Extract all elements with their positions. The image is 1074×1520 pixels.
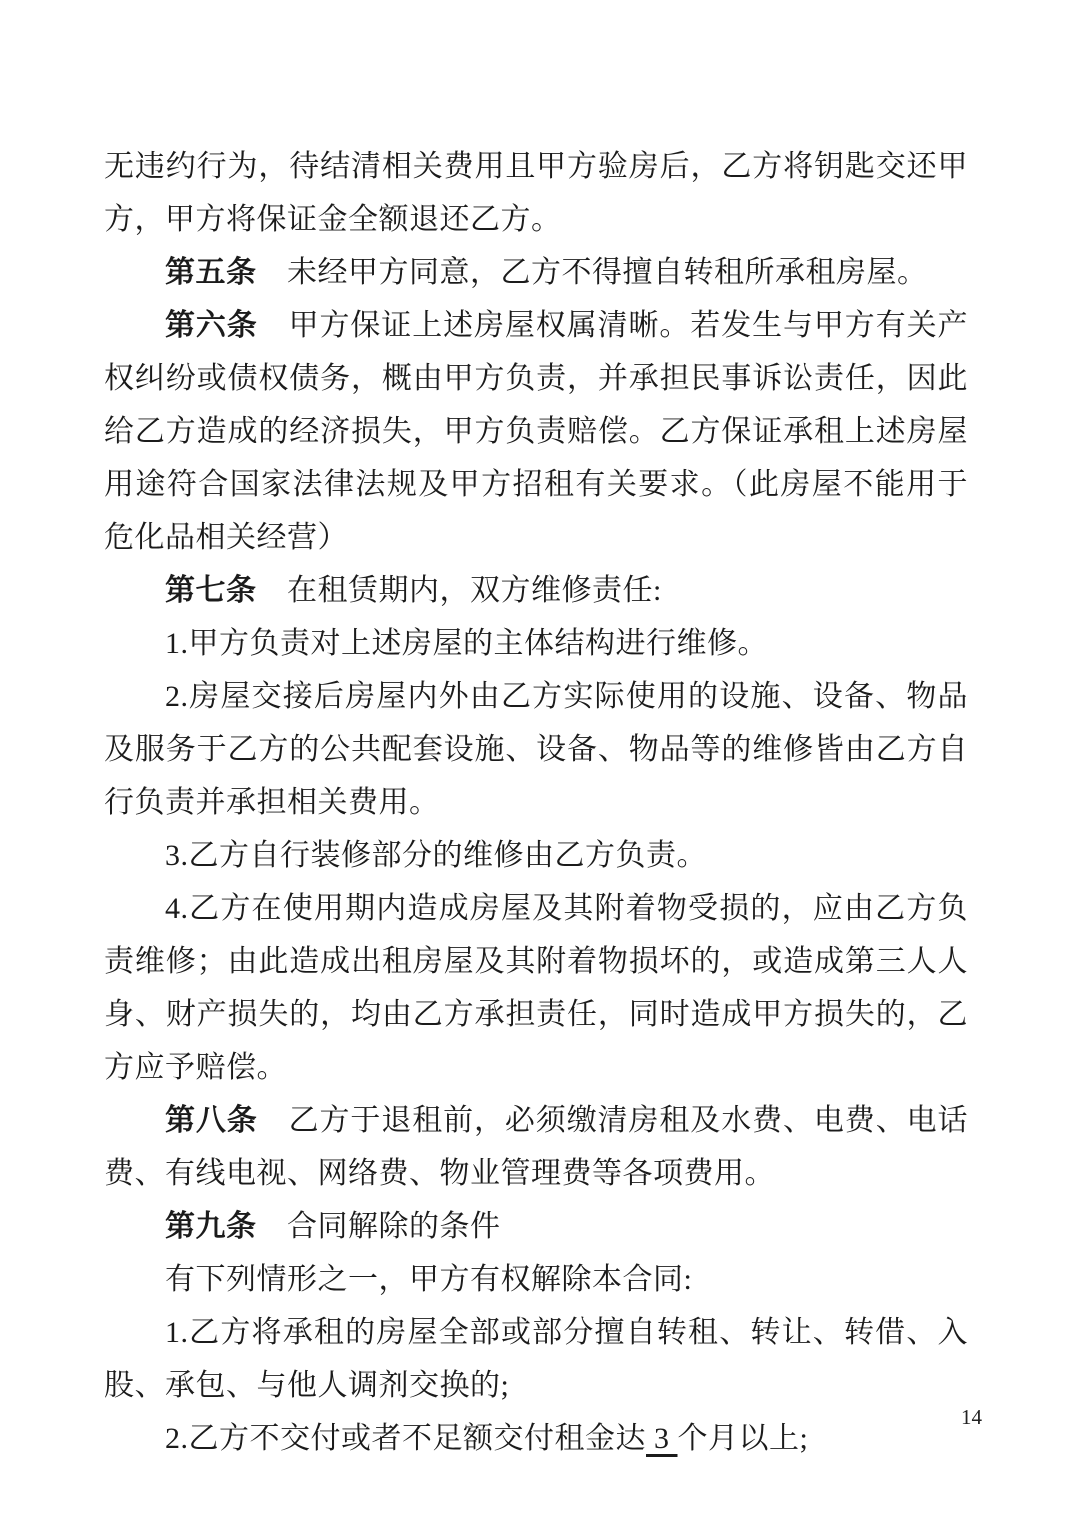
text-run: 甲方保证上述房屋权属清晰。若发生与甲方有关产权纠纷或债权债务，概由甲方负责，并承担民事诉讼责任，因此给乙方造成的经济损失，甲方负责赔偿。乙方保证承租上述房屋用途符合国家法律法规及甲方招租有关要求。（此房屋不能用于危化品相关经营） [104,309,969,554]
contract-paragraph [104,1094,968,1200]
text-run: 3.乙方自行装修部分的维修由乙方负责。 [165,839,707,872]
contract-paragraph [104,246,968,299]
text-run: 1.乙方将承租的房屋全部或部分擅自转租、转让、转借、入股、承包、与他人调剂交换的; [104,1316,968,1402]
text-run: 乙方于退租前，必须缴清房租及水费、电费、电话费、有线电视、网络费、物业管理费等各项费用。 [104,1104,969,1190]
contract-paragraph [104,564,968,617]
text-run: 无违约行为，待结清相关费用且甲方验房后，乙方将钥匙交还甲方，甲方将保证金全额退还乙方。 [104,150,968,236]
text-run: 1.甲方负责对上述房屋的主体结构进行维修。 [165,627,768,660]
contract-paragraph [104,140,968,246]
text-run: 在租赁期内，双方维修责任: [256,574,662,607]
contract-paragraph [104,617,968,670]
text-run: 有下列情形之一，甲方有权解除本合同: [165,1263,693,1296]
contract-paragraph [104,670,968,829]
contract-paragraph [104,1306,968,1412]
clause-label: 第六条 [165,309,258,342]
contract-body [104,140,968,1465]
contract-paragraph [104,1200,968,1253]
clause-label: 第八条 [165,1104,258,1137]
contract-paragraph [104,1253,968,1306]
page-number: 14 [961,1405,982,1429]
text-run: 个月以上; [677,1422,809,1455]
text-run: 合同解除的条件 [256,1210,501,1243]
clause-label: 第九条 [165,1210,257,1243]
contract-paragraph [104,882,968,1094]
text-run: 未经甲方同意，乙方不得擅自转租所承租房屋。 [256,256,928,289]
clause-label: 第七条 [165,574,257,607]
filled-in-blank: 3 [646,1422,678,1455]
text-run: 2.乙方不交付或者不足额交付租金达 [165,1422,646,1455]
text-run: 2.房屋交接后房屋内外由乙方实际使用的设施、设备、物品及服务于乙方的公共配套设施、设备、物品等的维修皆由乙方自行负责并承担相关费用。 [104,680,968,819]
text-run: 4.乙方在使用期内造成房屋及其附着物受损的，应由乙方负责维修；由此造成出租房屋及其附着物损坏的，或造成第三人人身、财产损失的，均由乙方承担责任，同时造成甲方损失的，乙方应予赔偿。 [104,892,968,1084]
contract-paragraph [104,1412,968,1465]
contract-paragraph [104,829,968,882]
contract-paragraph [104,299,968,564]
clause-label: 第五条 [165,256,257,289]
